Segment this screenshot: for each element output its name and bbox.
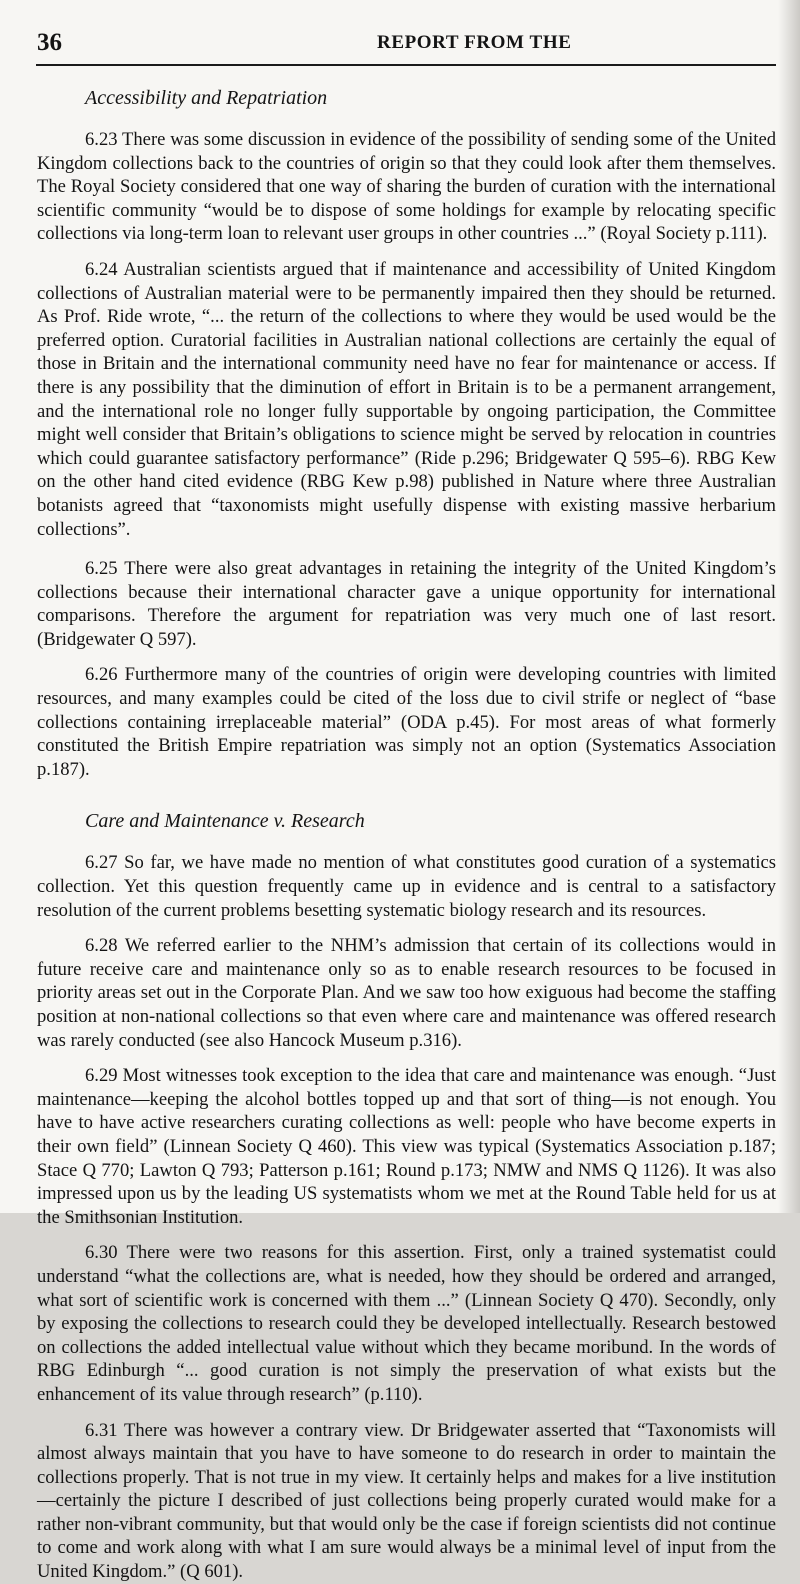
paragraph-6-28 [37, 934, 776, 1052]
paragraph-number: 6.29 [85, 1065, 118, 1087]
section-heading-care-maintenance: Care and Maintenance v. Research [85, 810, 365, 833]
paragraph-text: Furthermore many of the countries of origin were developing countries with limited resources, and many examples could be cited of the loss due to civil strife or neglect of “base collections containing irreplaceable material” (ODA p.45). For most areas of what formerly constituted the British Empire repatriation was simply not an option (Systematics Association p.187). [37, 664, 776, 780]
paragraph-number: 6.31 [85, 1419, 118, 1441]
paragraph-number: 6.23 [85, 129, 118, 150]
paragraph-number: 6.28 [85, 935, 118, 957]
paragraph-text: There was however a contrary view. Dr Bridgewater asserted that “Taxonomists will almost always maintain that you have to have someone to do research in order to maintain the collections properly. That is not true in my view. It certainly helps and makes for a live institution—certainly the picture I described of just collections being properly curated would make for a rather non-vibrant community, but that would only be the case if foreign scientists did not continue to come and work along with what I am sure would always be a minimal level of input from the United Kingdom.” (Q 601). [37, 1419, 777, 1583]
paragraph-number: 6.30 [85, 1242, 118, 1264]
paragraph-6-26 [37, 663, 776, 781]
paragraph-number: 6.24 [85, 258, 118, 280]
paragraph-6-30 [37, 1241, 776, 1406]
paragraph-6-31 [37, 1419, 776, 1584]
paragraph-6-29 [37, 1064, 776, 1229]
paragraph-number: 6.25 [85, 558, 118, 580]
paragraph-6-25 [37, 557, 776, 651]
header-rule [36, 64, 776, 66]
paragraph-text: There were two reasons for this assertion. First, only a trained systematist could understand “what the collections are, what is needed, how they should be ordered and arranged, what sort of scientific work is concerned with them ...” (Linnean Society Q 470). Secondly, only by exposing the collections to research could they be developed intellectually. Research bestowed on collections the added intellectual value without which they became moribund. In the words of RBG Edinburgh “... good curation is not simply the preservation of what exists but the enhancement of its value through research” (p.110). [37, 1242, 776, 1405]
paragraph-6-27 [37, 851, 776, 922]
paragraph-6-24 [37, 258, 776, 541]
paragraph-text: We referred earlier to the NHM’s admission that certain of its collections would in future receive care and maintenance only so as to enable research resources to be focused in priority areas set out in the Corporate Plan. And we saw too how exiguous had become the staffing position at non-national collections so that even where care and maintenance was offered research was rarely conducted (see also Hancock Museum p.316). [37, 935, 776, 1051]
paragraph-text: Most witnesses took exception to the idea that care and maintenance was enough. “Just maintenance—keeping the alcohol bottles topped up and that sort of thing—is not enough. You have to have active researchers curating collections as well: people who have become experts in their own field” (Linnean Society Q 460). This view was typical (Systematics Association p.187; Stace Q 770; Lawton Q 793; Patterson p.161; Round p.173; NMW and NMS Q 1126). It was also impressed upon us by the leading US systematists whom we met at the Round Table held for us at the Smithsonian Institution. [37, 1065, 776, 1228]
paragraph-6-23 [37, 128, 776, 246]
paragraph-number: 6.26 [85, 664, 118, 686]
paragraph-text: There was some discussion in evidence of the possibility of sending some of the United Kingdom collections back to the countries of origin so that they could look after them themselves. The Royal Society considered that one way of sharing the burden of curation with the international scientific community “would be to dispose of some holdings for example by relocating specific collections via long-term loan to relevant user groups in other countries ...” (Royal Society p.111). [37, 129, 776, 245]
paragraph-number: 6.27 [85, 852, 118, 874]
paragraph-text: So far, we have made no mention of what constitutes good curation of a systematics collection. Yet this question frequently came up in evidence and is central to a satisfactory resolution of the current problems besetting systematic biology research and its resources. [37, 852, 776, 921]
running-head: REPORT FROM THE [377, 32, 572, 53]
paragraph-text: There were also great advantages in retaining the integrity of the United Kingdom’s collections because their international character gave a unique opportunity for international comparisons. Therefore the argument for repatriation was very much one of last resort. (Bridgewater Q 597). [37, 558, 776, 650]
page-header [37, 28, 760, 64]
document-body [37, 86, 776, 1584]
page-number: 36 [37, 29, 62, 56]
paragraph-text: Australian scientists argued that if maintenance and accessibility of United Kingdom collections of Australian material were to be permanently impaired then they should be returned. As Prof. Ride wrote, “... the return of the collections to where they would be used would be the preferred option. Curatorial facilities in Australian national collections are certainly the equal of those in Britain and the international community need have no fear for maintenance or access. If there is any possibility that the diminution of effort in Britain is to be a permanent arrangement, and the international role no longer fully supportable by ongoing participation, the Committee might well consider that Britain’s obligations to science might be served by relocation in countries which could guarantee satisfactory performance” (Ride p.296; Bridgewater Q 595–6). RBG Kew on the other hand cited evidence (RBG Kew p.98) published in Nature where three Australian botanists agreed that “taxonomists might usefully dispense with existing massive herbarium collections”. [37, 258, 776, 540]
section-heading-accessibility: Accessibility and Repatriation [85, 87, 328, 109]
